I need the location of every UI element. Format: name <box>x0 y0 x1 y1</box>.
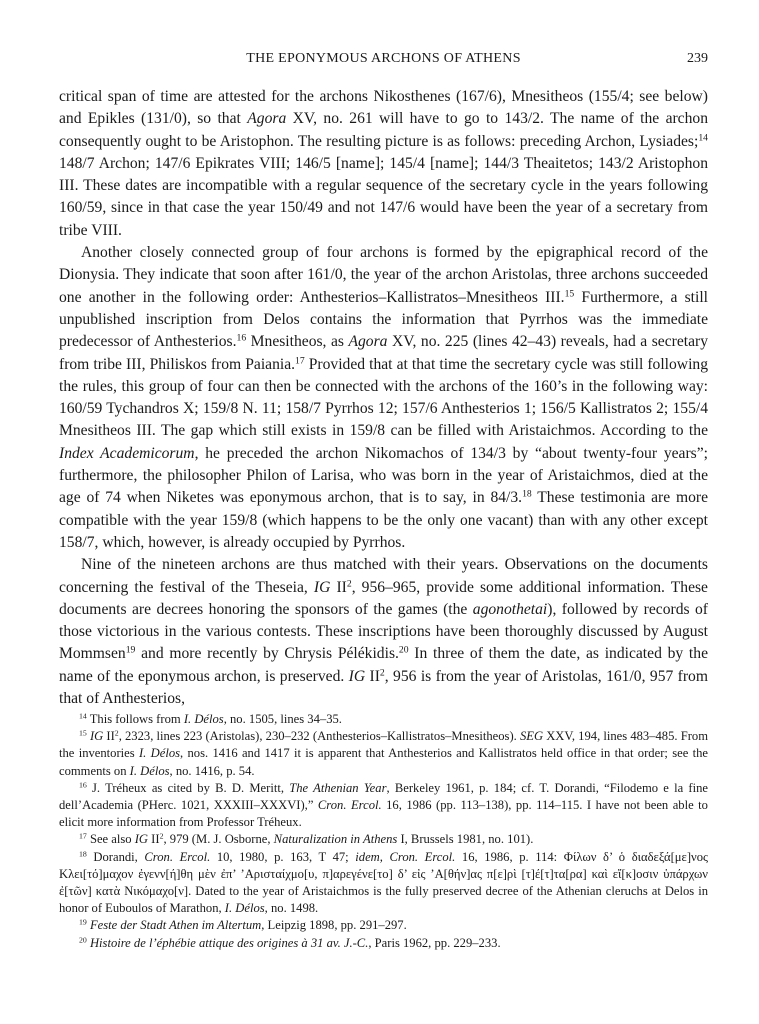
italic-title: Cron. Ercol. <box>144 849 211 864</box>
italic-title: IG <box>134 832 149 847</box>
text-run: , 979 (M. J. Osborne, <box>163 832 274 847</box>
italic-term: agonothetai <box>472 600 548 618</box>
superscript: 2 <box>379 667 385 679</box>
text-run: , no. 1498. <box>264 901 319 916</box>
text-run: , no. 1416, p. 54. <box>169 763 255 778</box>
italic-title: I. Délos <box>138 746 181 761</box>
text-run: , Leipzig 1898, pp. 291–297. <box>261 918 407 933</box>
paragraph-3 <box>59 554 708 710</box>
text-run: Nine of the nineteen archons are thus matched with their years. Observations on the documents concerning the festival of the Theseia, <box>59 556 708 596</box>
text-run: XV, no. 225 (lines 42–43) reveals, had a secretary from tribe III, Philiskos from Paiania. <box>59 333 708 373</box>
footnote-ref-18[interactable]: 18 <box>522 489 532 501</box>
text-run: 148/7 Archon; 147/6 Epikrates VIII; 146/5 [name]; 145/4 [name]; 144/3 Theaitetos; 143/2 Aristophon III. These dates are incompatible with a regular sequence of the secretary cycle in the years following 160/59, since in that case the year 150/49 and not 147/6 would have been the year of a secretary from tribe VIII. <box>59 154 708 239</box>
footnote-number: 19 <box>79 918 87 928</box>
text-run: These testimonia are more compatible with the year 159/8 (which happens to be the only one vacant) than with any other except 158/7, which, however, is already occupied by Pyrrhos. <box>59 489 708 551</box>
text-run: , 956–965, provide some additional information. These documents are decrees honoring the sponsors of the games (the <box>59 578 708 618</box>
superscript: 2 <box>114 728 119 738</box>
footnote-ref-15[interactable]: 15 <box>564 288 575 300</box>
text-run: 16, 1986 (pp. 113–138), pp. 114–115. I have not been able to elicit more information from Professor Tréheux. <box>59 798 708 830</box>
italic-title: IG <box>348 667 366 685</box>
footnote-number: 16 <box>79 780 87 790</box>
italic-title: I. Délos <box>129 763 170 778</box>
running-head <box>59 50 708 68</box>
text-run: II <box>330 578 347 596</box>
paragraph-2 <box>59 242 708 554</box>
italic-title: IG <box>313 578 331 596</box>
page-number: 239 <box>687 51 708 66</box>
superscript: 2 <box>159 832 164 842</box>
text-run: , nos. 1416 and 1417 it is apparent that Anthesterios and Kallistratos held office in that order; see the comments on <box>59 746 708 778</box>
italic-title: Histoire de l’éphébie attique des origines à 31 av. J.-C. <box>86 935 369 950</box>
footnote-number: 18 <box>79 849 87 859</box>
italic-title: IG <box>86 729 104 744</box>
footnote-number: 15 <box>79 728 87 738</box>
text-run: critical span of time are attested for the archons Nikosthenes (167/6), Mnesitheos (155/4; see below) and Epikles (131/0), so that <box>59 88 708 128</box>
footnote-19 <box>59 917 708 934</box>
text-run: Provided that at that time the secretary cycle was still following the rules, this group of four can then be connected with the archons of the 160’s in the following way: 160/59 Tychandros X; 159/8 N. 11; 158/7 Pyrrhos 12; 157/6 Anthesterios 1; 156/5 Kallistratos 2; 155/4 Mnesitheos III. The gap which still exists in 159/8 can be filled with Aristaichmos. According to the <box>59 355 708 440</box>
superscript: 2 <box>346 578 352 590</box>
text-run: Dorandi, <box>86 849 145 864</box>
footnote-number: 17 <box>79 832 87 842</box>
footnote-15 <box>59 728 708 780</box>
italic-title: Index Academicorum <box>59 444 195 462</box>
text-run: , 956 is from the year of Aristolas, 161/0, 957 from that of Anthesterios, <box>59 667 708 708</box>
text-run: II <box>365 667 380 685</box>
running-title: THE EPONYMOUS ARCHONS OF ATHENS <box>246 51 521 66</box>
italic-title: idem, Cron. Ercol. <box>355 849 456 864</box>
paragraph-1 <box>59 86 708 242</box>
italic-title: I. Délos <box>183 712 224 726</box>
body-text <box>59 86 708 710</box>
text-run: , Paris 1962, pp. 229–233. <box>368 935 501 950</box>
text-run: Another closely connected group of four archons is formed by the epigraphical record of the Dionysia. They indicate that soon after 161/0, the year of the archon Aristolas, three archons succeeded one another in the following order: Anthesterios–Kallistratos–Mnesitheos III. <box>59 244 708 306</box>
footnote-number: 14 <box>79 711 87 721</box>
footnote-number: 20 <box>79 935 87 945</box>
text-run: ), followed by records of those victorious in the various contests. These inscriptions have been thoroughly discussed by August Mommsen <box>59 600 709 663</box>
text-run: II <box>148 832 160 847</box>
text-run: 10, 1980, p. 163, T 47; <box>210 849 356 864</box>
text-run: XXV, 194, lines 483–485. From the inventories <box>59 729 708 761</box>
italic-title: SEG <box>519 729 544 744</box>
text-run: , 2323, lines 223 (Aristolas), 230–232 (Anthesterios–Kallistratos–Mnesitheos). <box>118 729 520 744</box>
text-run: , Berkeley 1961, p. 184; cf. T. Dorandi, “Filodemo e la fine dell’Academia (PHerc. 1021, XXXIII–XXXVI),” <box>59 780 708 813</box>
italic-title: Naturalization in Athens <box>273 832 398 847</box>
footnote-ref-19[interactable]: 19 <box>125 645 136 657</box>
footnote-14 <box>59 711 708 728</box>
text-run: J. Tréheux as cited by B. D. Meritt, <box>86 780 290 795</box>
footnote-20 <box>59 935 708 952</box>
text-run: II <box>103 729 115 744</box>
text-run: I, Brussels 1981, no. 101). <box>397 832 534 847</box>
italic-title: Agora <box>247 110 287 128</box>
italic-title: The Athenian Year <box>289 780 387 795</box>
text-run: and more recently by Chrysis Pélékidis. <box>135 645 399 663</box>
footnote-18 <box>59 849 708 918</box>
footnote-16 <box>59 780 708 832</box>
footnotes <box>59 711 708 952</box>
text-run: Dated to the year of Aristaichmos is the fully preserved decree of the Athenian cleruchs at Delos in honor of Euboulos of Marathon, <box>59 884 708 916</box>
footnote-ref-17[interactable]: 17 <box>295 355 305 367</box>
text-run: 16, 1986, p. 114: <box>455 849 564 864</box>
text-run: , no. 1505, lines 34–35. <box>223 712 342 726</box>
text-run: This follows from <box>86 712 184 726</box>
footnote-ref-20[interactable]: 20 <box>398 645 409 657</box>
text-run: XV, no. 261 will have to go to 143/2. The name of the archon consequently ought to be Aristophon. The resulting picture is as follows: preceding Archon, Lysiades; <box>59 110 708 150</box>
text-run: Furthermore, a still unpublished inscription from Delos contains the information that Pyrrhos was the immediate predecessor of Anthesterios. <box>59 288 708 351</box>
italic-title: Cron. Ercol. <box>317 798 382 813</box>
text-run: See also <box>86 832 135 847</box>
italic-title: Agora <box>348 333 388 351</box>
text-run: Mnesitheos, as <box>246 333 349 351</box>
text-run: , he preceded the archon Nikomachos of 134/3 by “about twenty-four years”; furthermore, the philosopher Philon of Larisa, who was born in the year of Aristaichmos, died at the age of 74 when Niketes was eponymous archon, that is to say, in 84/3. <box>59 444 708 507</box>
text-run: In three of them the date, as indicated by the name of the eponymous archon, is preserved. <box>59 645 708 685</box>
footnote-ref-14[interactable]: 14 <box>698 132 708 144</box>
italic-title: I. Délos <box>224 901 265 916</box>
footnote-17 <box>59 831 708 848</box>
footnote-ref-16[interactable]: 16 <box>236 332 247 344</box>
italic-title: Feste der Stadt Athen im Altertum <box>86 918 262 933</box>
greek-quotation: Φίλων δ’ ὁ διαδεξά[με]νος Κλει[τό]μαχον ἐγενν[ή]θη μὲν ἐπ’ ’Αρισταίχμο[υ, π]αρεγένε[το] δ’ εἰς ’Α[θήν]ας π[ε]ρὶ [τ]έ[τ]τα[ρα] καὶ εἴ[κ]οσιν ὑπάρχων ἐ[τῶν] κατὰ Νικόμαχο[ν]. <box>59 849 708 899</box>
